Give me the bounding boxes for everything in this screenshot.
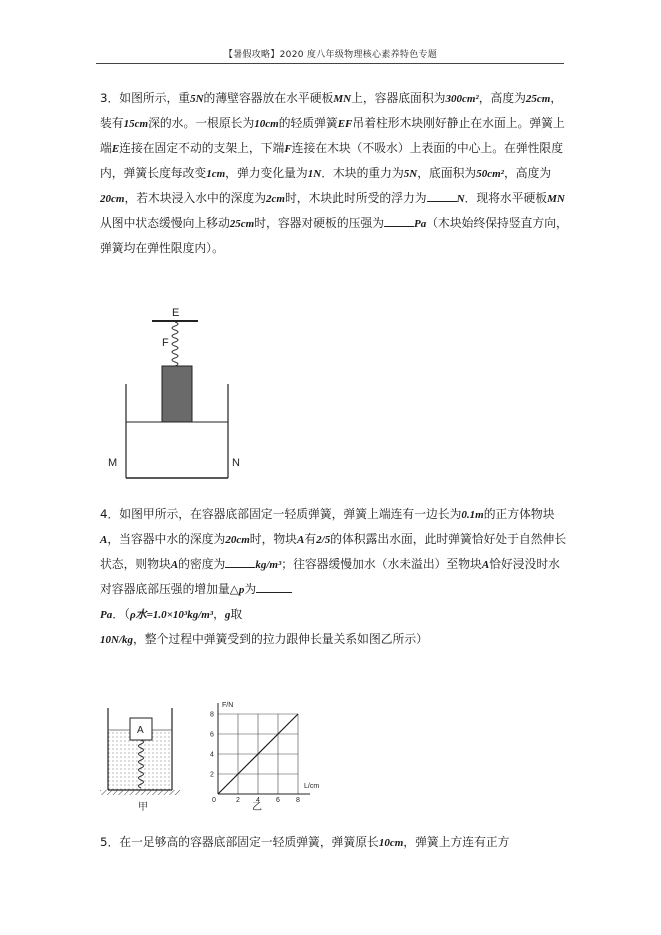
label-F: F [162, 337, 169, 349]
figure-jia-caption: 甲 [138, 802, 148, 813]
x-tick-label: 4 [256, 797, 260, 804]
wood-block [162, 366, 192, 422]
answer-blank [225, 555, 255, 568]
y-tick-label: 8 [210, 711, 214, 719]
label-N: N [232, 457, 240, 469]
answer-blank [256, 580, 292, 593]
block-A-label: A [137, 725, 144, 736]
x-axis-label: L/cm [304, 783, 320, 790]
page-header: 【暑假攻略】2020 度八年级物理核心素养特色专题 [223, 50, 438, 60]
y-axis-label: F/N [222, 702, 234, 709]
figure-jia [100, 700, 190, 815]
figure-yi-caption: 乙 [252, 802, 262, 813]
label-M: M [108, 457, 118, 469]
y-tick-label: 2 [210, 771, 214, 779]
question-4-text: 4．如图甲所示，在容器底部固定一轻质弹簧，弹簧上端连有一边长为0.1m的正方体物块A，当容器中水的深度为20cm时，物块A有2/5的体积露出水面，此时弹簧恰好处于自然伸长状态，则物块A的密度为 kg/m³；往容器缓慢加水（水未溢出）至物块A恰好浸没时水对容器底部压强的增加量△p为 Pa．（ρ水=1.0×10³kg/m³，g取10N/kg，整个过程中弹簧受到的拉力跟伸长量关系如图乙所示） [100, 507, 567, 646]
spring [172, 322, 178, 366]
label-E: E [172, 307, 180, 319]
answer-blank [427, 189, 457, 202]
x-tick-label: 8 [296, 797, 300, 804]
figure-yi-graph [200, 698, 330, 813]
ground-hatch [100, 790, 180, 795]
question-5-text: 5．在一足够高的容器底部固定一轻质弹簧，弹簧原长10cm，弹簧上方连有正方 [100, 835, 510, 849]
x-tick-label: 6 [276, 797, 280, 804]
x-tick-label: 2 [236, 797, 240, 804]
question-3-figure [100, 300, 250, 485]
question-3-text: 3．如图所示，重5N的薄壁容器放在水平硬板MN上，容器底面积为300cm²，高度为25cm，装有15cm深的水。一根原长为10cm的轻质弹簧EF吊着柱形木块刚好静止在水面上。弹簧上端E连接在固定不动的支架上，下端F连接在木块（不吸水）上表面的中心上。在弹性限度内，弹簧长度每改变1cm，弹力变化量为1N．木块的重力为5N，底面积为50cm²，高度为20cm，若木块浸入水中的深度为2cm时，木块此时所受的浮力为 N．现将水平硬板MN从图中状态缓慢向上移动25cm时，容器对硬板的压强为 Pa（木块始终保持竖直方向，弹簧均在弹性限度内）。 [100, 91, 568, 255]
origin-label: 0 [212, 797, 216, 804]
header-rule [96, 63, 564, 64]
y-tick-label: 6 [210, 731, 214, 739]
answer-blank [384, 214, 414, 227]
y-tick-label: 4 [210, 751, 214, 759]
